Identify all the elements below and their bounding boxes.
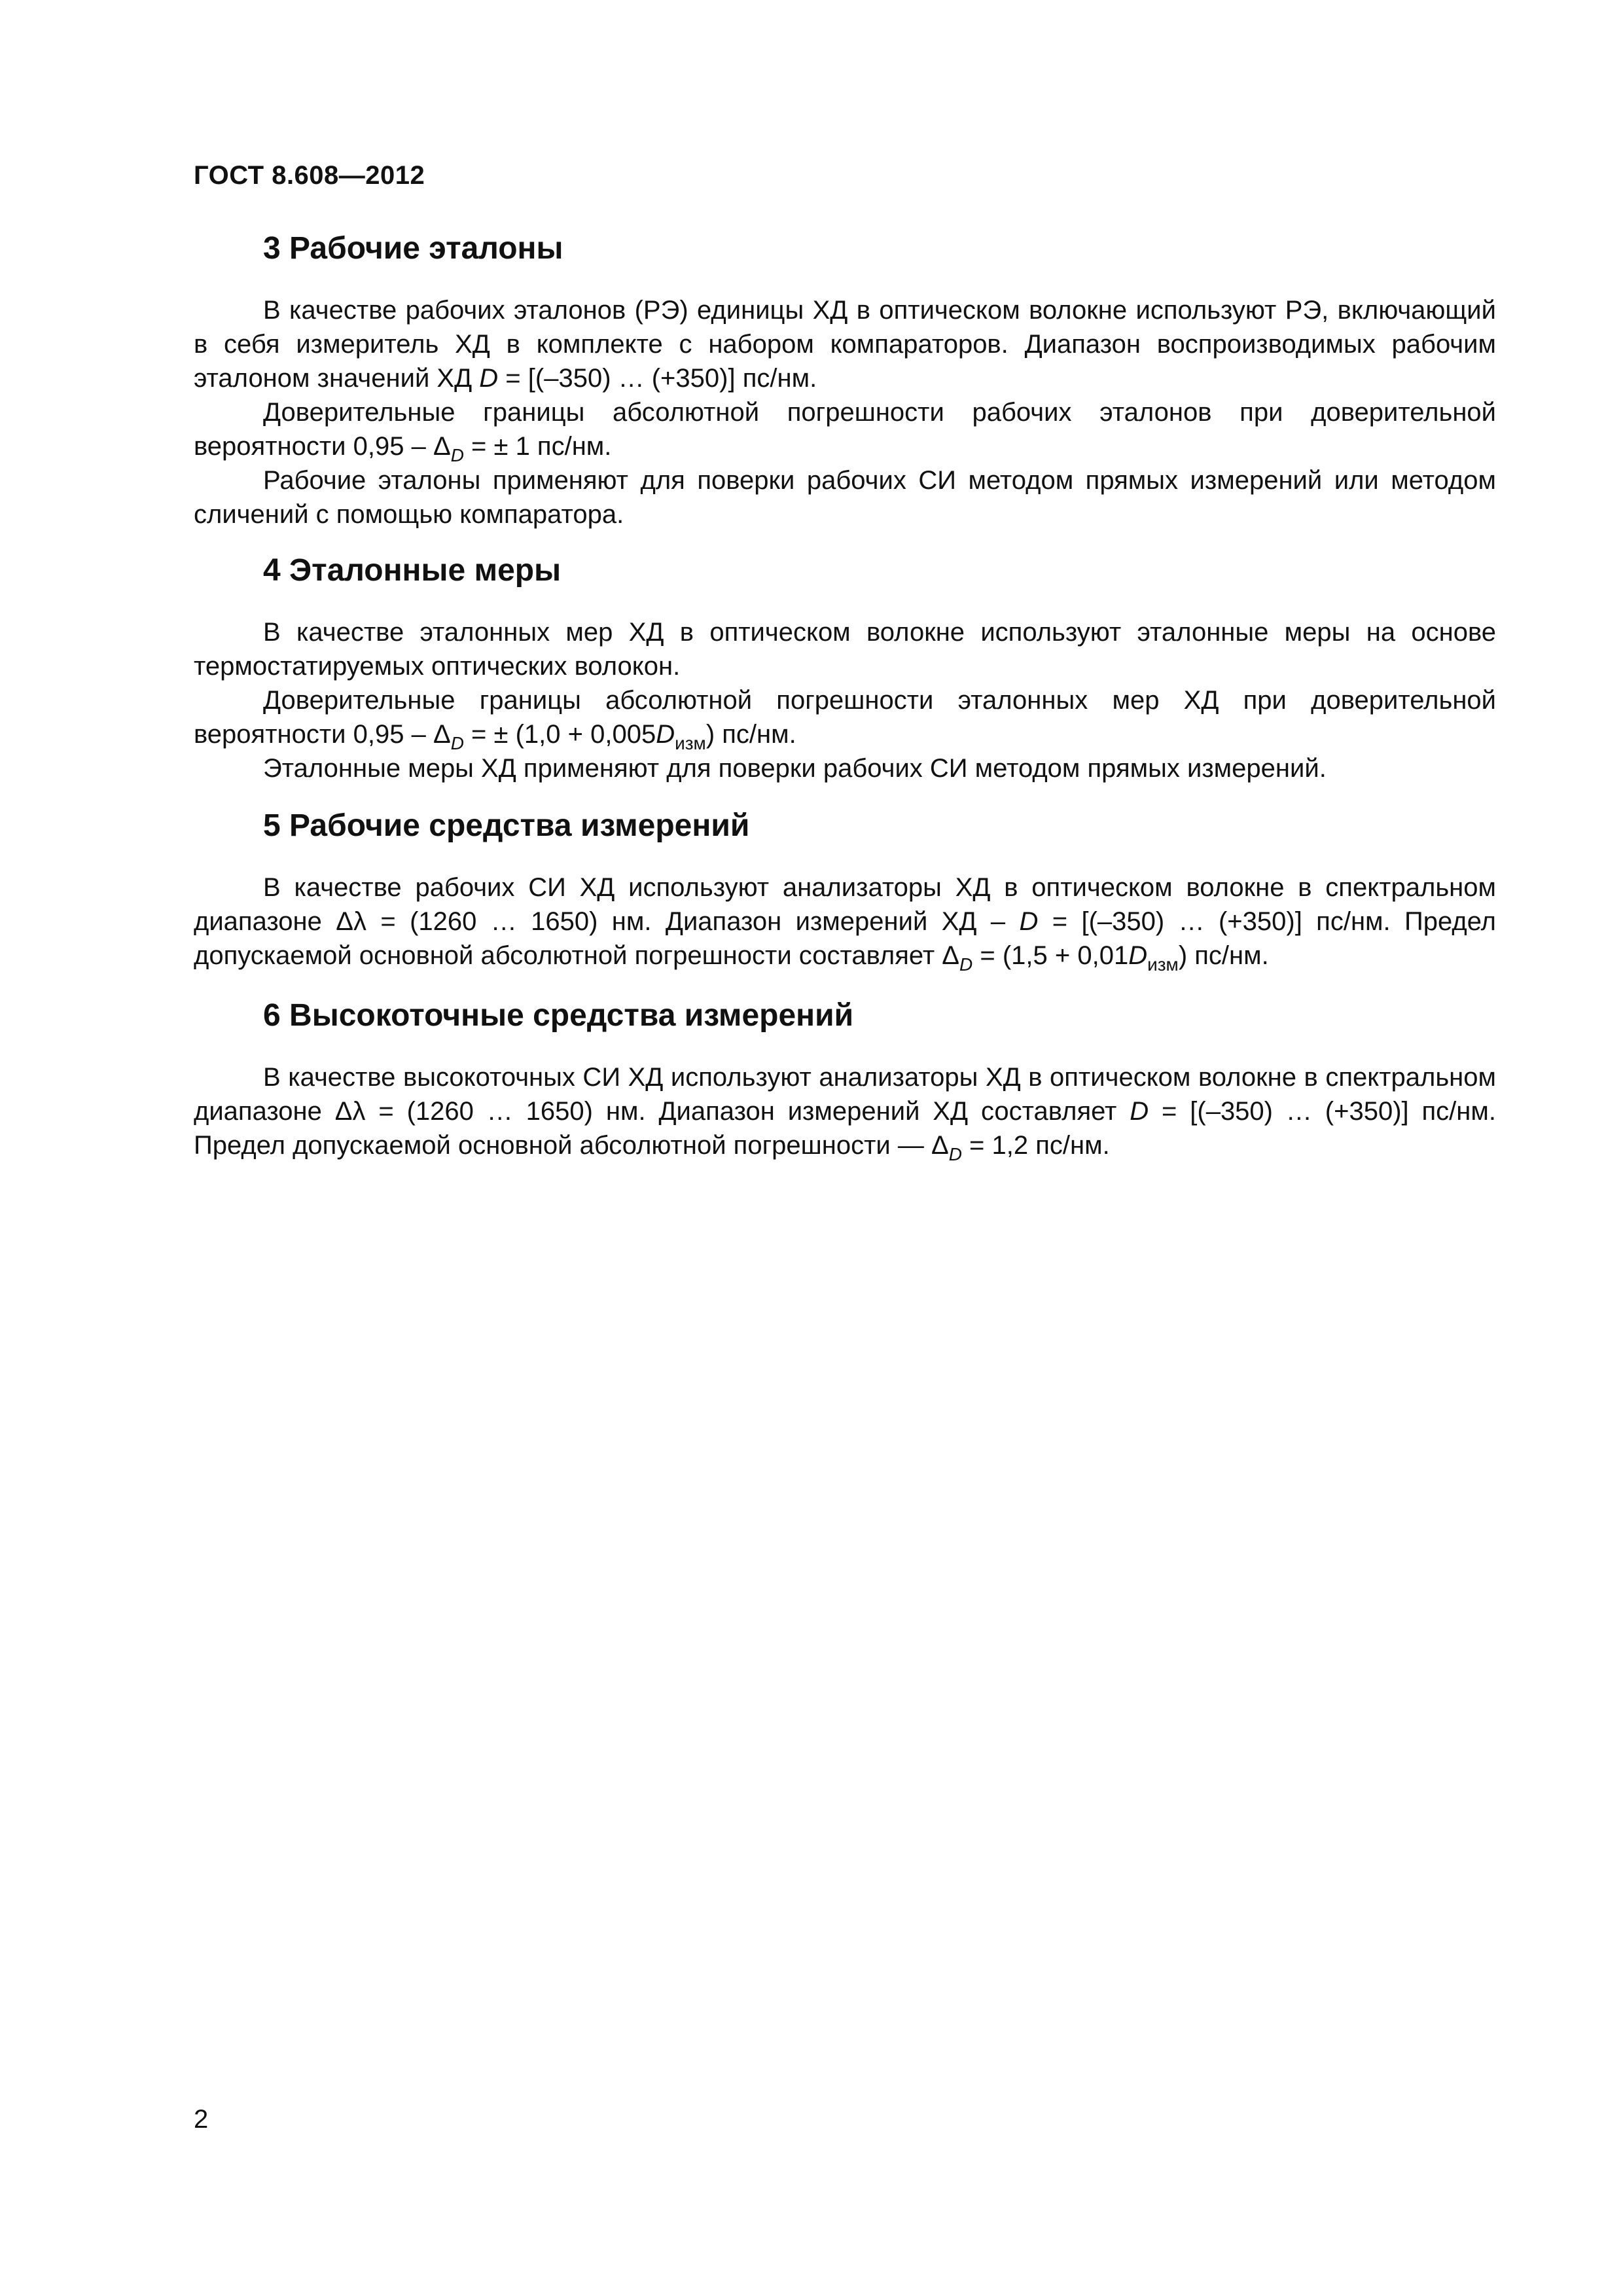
text-run: В качестве высокоточных СИ ХД используют анализаторы ХД в оптическом волокне в спектральном диапазоне Δλ = (1260 … 1650) нм. Диапазон измерений ХД составляет [194,1063,1496,1126]
text-run: Доверительные границы абсолютной погрешности эталонных мер ХД при доверительной вероятности 0,95 – [194,686,1496,749]
text-run: = 1,2 пс/нм. [961,1131,1110,1160]
text-run: = ± (1,0 + 0,005 [463,720,656,749]
text-run: = (1,5 + 0,01 [972,941,1129,970]
subscript-D: D [948,1144,962,1164]
paragraph [194,1060,1496,1162]
section-4 [194,551,1496,785]
document-header: ГОСТ 8.608—2012 [194,161,425,190]
subscript-izm: изм [1147,954,1179,975]
text-run: ) пс/нм. [1178,941,1269,970]
section-title: 3 Рабочие эталоны [263,231,563,266]
subscript-D: D [959,954,973,975]
symbol-D: D [1019,907,1039,936]
paragraph: В качестве эталонных мер ХД в оптическом волокне используют эталонные меры на основе термостатируемых оптических волокон. [194,618,1496,681]
symbol-D: D [1130,1097,1149,1126]
text-run: = [(–350) … (+350)] пс/нм. Предел допускаемой основной абсолютной погрешности составляет [194,907,1496,970]
paragraph [194,395,1496,463]
section-title: 6 Высокоточные средства измерений [263,998,854,1033]
symbol-delta: Δ [942,941,959,970]
paragraph: Рабочие эталоны применяют для поверки рабочих СИ методом прямых измерений или методом сличений с помощью компаратора. [194,466,1496,529]
paragraph: Эталонные меры ХД применяют для поверки рабочих СИ методом прямых измерений. [263,754,1327,783]
symbol-D: D [656,720,675,749]
symbol-delta: Δ [433,432,451,461]
subscript-D: D [450,733,464,753]
text-run: В качестве рабочих эталонов (РЭ) единицы ХД в оптическом волокне используют РЭ, включающий в себя измеритель ХД в комплекте с набором компараторов. Диапазон воспроизводимых рабочим эталоном значений ХД [194,296,1496,393]
text-run: = ± 1 пс/нм. [463,432,612,461]
text-run: = [(–350) … (+350)] пс/нм. Предел допускаемой основной абсолютной погрешности — [194,1097,1496,1160]
symbol-delta: Δ [433,720,451,749]
section-title: 5 Рабочие средства измерений [263,808,750,843]
symbol-D: D [1128,941,1148,970]
section-3 [194,229,1496,531]
paragraph [194,683,1496,751]
symbol-delta: Δ [931,1131,949,1160]
section-title: 4 Эталонные меры [263,553,562,588]
subscript-izm: изм [675,733,706,753]
text-run: = [(–350) … (+350)] пс/нм. [498,364,817,393]
subscript-D: D [450,445,464,465]
section-5 [194,806,1496,973]
page-number: 2 [194,2105,209,2134]
symbol-D: D [479,364,499,393]
section-6 [194,996,1496,1162]
text-run: Доверительные границы абсолютной погрешности рабочих эталонов при доверительной вероятности 0,95 – [194,398,1496,461]
paragraph [194,870,1496,973]
text-run: В качестве рабочих СИ ХД используют анализаторы ХД в оптическом волокне в спектральном диапазоне Δλ = (1260 … 1650) нм. Диапазон измерений ХД – [194,873,1496,936]
text-run: ) пс/нм. [705,720,796,749]
paragraph [194,293,1496,395]
